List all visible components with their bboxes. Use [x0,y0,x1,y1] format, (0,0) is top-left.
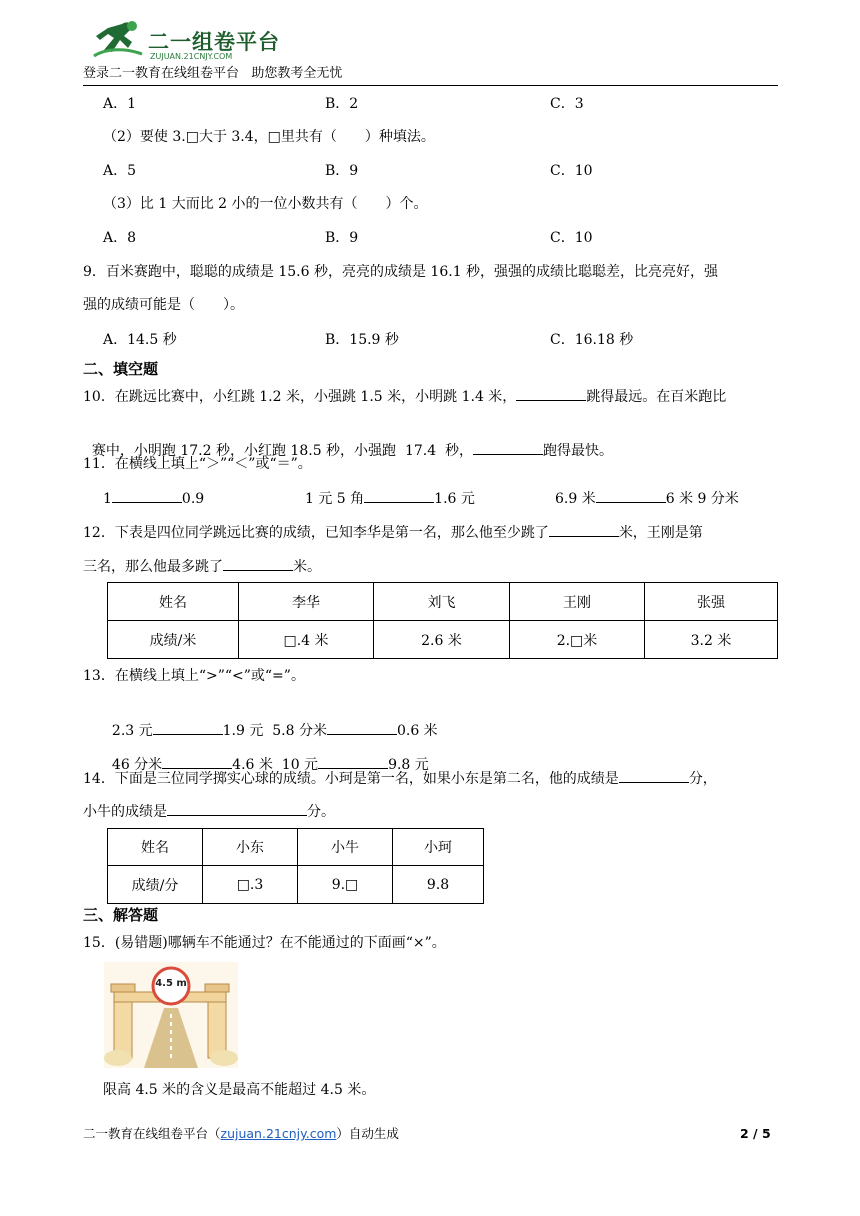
q8-option-b: B．2 [325,96,359,112]
q13-b3: 9.8 元 [388,757,429,773]
height-limit-gate-illustration [104,962,238,1068]
table-row [108,583,778,621]
table-row [108,866,484,904]
q14-line2 [83,801,335,822]
q13-blank-3[interactable] [162,754,232,769]
q14-line1-text-a: 14．下面是三位同学掷实心球的成绩。小珂是第一名，如果小东是第二名，他的成绩是 [83,771,619,787]
q12-line2 [83,556,321,577]
q13-prompt: 13．在横线上填上“>”“<”或“=”。 [83,668,305,684]
q13-b1: 46 分米 [111,757,163,773]
q12-line1 [83,522,703,543]
q14-header-xiaoke: 小珂 [393,829,484,866]
q12-header-liufei: 刘飞 [374,583,510,621]
q12-header-lihua: 李华 [239,583,374,621]
q11-item-b [305,488,475,509]
q11-b-left: 1 元 5 角 [305,491,365,507]
page-number: 2 / 5 [740,1126,771,1141]
header-logo [92,18,282,64]
q13-a2: 1.9 元 5.8 分米 [222,723,327,739]
q12-cell-lihua: □.4 米 [239,621,374,659]
height-limit-sign-label: 4.5 m [155,978,187,989]
header-divider [83,85,778,86]
q8-sub3: （3）比 1 大而比 2 小的一位小数共有（ ）个。 [103,196,428,212]
q8-option-a: A．1 [103,96,137,112]
q10-line2-text-a: 赛中，小明跑 17.2 秒，小红跑 18.5 秒，小强跑 17.4 秒， [91,443,474,459]
q11-item-c [555,488,739,509]
q11-blank-c[interactable] [596,488,666,503]
q12-line1-text-b: 米，王刚是第 [618,525,703,541]
q14-blank-1[interactable] [619,768,689,783]
q12-header-wanggang: 王刚 [510,583,645,621]
q10-line1 [83,386,726,407]
q9-line1: 9．百米赛跑中，聪聪的成绩是 15.6 秒，亮亮的成绩是 16.1 秒，强强的成绩比聪聪差，比亮亮好，强 [83,264,719,280]
q13-blank-2[interactable] [327,720,397,735]
q14-header-xiaoniu: 小牛 [298,829,393,866]
q15-prompt: 15．(易错题)哪辆车不能通过？在不能通过的下面画“×”。 [83,935,446,951]
q12-cell-wanggang: 2.□米 [510,621,645,659]
q8-sub2: （2）要使 3.□大于 3.4，□里共有（ ）种填法。 [103,129,435,145]
q12-row-label: 成绩/米 [108,621,239,659]
q9-line2: 强的成绩可能是（ ）。 [83,297,244,313]
q11-prompt: 11．在横线上填上“＞”“＜”或“＝”。 [83,456,312,472]
q8-sub3-option-c: C．10 [550,230,593,246]
q8-option-c: C．3 [550,96,584,112]
q8-sub3-option-b: B．9 [325,230,359,246]
q14-cell-xiaoke: 9.8 [393,866,484,904]
q13-a1: 2.3 元 [111,723,153,739]
section-answer-title: 三、解答题 [83,906,159,924]
footer-prefix: 二一教育在线组卷平台（ [83,1126,221,1141]
q12-line2-text-a: 三名，那么他最多跳了 [83,559,223,575]
q14-line2-text-b: 分。 [307,804,335,820]
q12-score-table [107,582,778,659]
q10-blank-2[interactable] [473,440,543,455]
q13-a3: 0.6 米 [396,723,438,739]
q12-line1-text-a: 12．下表是四位同学跳远比赛的成绩，已知李华是第一名，那么他至少跳了 [83,525,549,541]
q11-a-right: 0.9 [181,491,205,507]
section-fill-in-title: 二、填空题 [83,360,159,378]
q15-caption: 限高 4.5 米的含义是最高不能超过 4.5 米。 [103,1082,376,1098]
q13-blank-1[interactable] [153,720,223,735]
footer-suffix: ）自动生成 [336,1126,399,1141]
q12-header-name: 姓名 [108,583,239,621]
q11-blank-a[interactable] [112,488,182,503]
q9-option-b: B．15.9 秒 [325,332,399,348]
q12-blank-1[interactable] [549,522,619,537]
q14-blank-2[interactable] [167,801,307,816]
q10-line1-text-a: 10．在跳远比赛中，小红跳 1.2 米，小强跳 1.5 米，小明跳 1.4 米， [83,389,517,405]
logo-text: 二一组卷平台 [148,30,280,54]
q10-line1-text-b: 跳得最远。在百米跑比 [586,389,727,405]
q14-header-xiaodong: 小东 [203,829,298,866]
q13-b2: 4.6 米 10 元 [232,757,319,773]
q10-line2-text-b: 跑得最快。 [543,443,614,459]
q14-line2-text-a: 小牛的成绩是 [83,804,167,820]
q12-cell-liufei: 2.6 米 [374,621,510,659]
q11-c-left: 6.9 米 [555,491,596,507]
header-slogan: 登录二一教育在线组卷平台 助您教考全无忧 [83,66,343,81]
q8-sub2-option-a: A．5 [103,163,137,179]
q11-c-right: 6 米 9 分米 [665,491,739,507]
runner-logo-icon [92,18,144,62]
q11-item-a [103,488,204,509]
q9-option-c: C．16.18 秒 [550,332,634,348]
q11-a-left: 1 [103,491,112,507]
q13-blank-4[interactable] [318,754,388,769]
q8-sub2-option-b: B．9 [325,163,359,179]
q14-line1-text-b: 分， [688,771,717,787]
q14-header-name: 姓名 [108,829,203,866]
logo-subtext: ZUJUAN.21CNJY.COM [150,52,233,61]
q14-line1 [83,768,717,789]
q14-cell-xiaodong: □.3 [203,866,298,904]
table-row [108,829,484,866]
q8-sub2-option-c: C．10 [550,163,593,179]
q12-cell-zhangqiang: 3.2 米 [645,621,778,659]
q14-score-table [107,828,484,904]
q14-row-label: 成绩/分 [108,866,203,904]
q9-option-a: A．14.5 秒 [103,332,177,348]
q11-blank-b[interactable] [364,488,434,503]
footer-link[interactable]: zujuan.21cnjy.com [220,1126,337,1141]
q8-sub3-option-a: A．8 [103,230,137,246]
q11-b-right: 1.6 元 [434,491,475,507]
footer-text [83,1124,399,1144]
table-row [108,621,778,659]
q12-header-zhangqiang: 张强 [645,583,778,621]
q14-cell-xiaoniu: 9.□ [298,866,393,904]
q12-blank-2[interactable] [223,556,293,571]
q12-line2-text-b: 米。 [293,559,321,575]
q10-blank-1[interactable] [516,386,586,401]
